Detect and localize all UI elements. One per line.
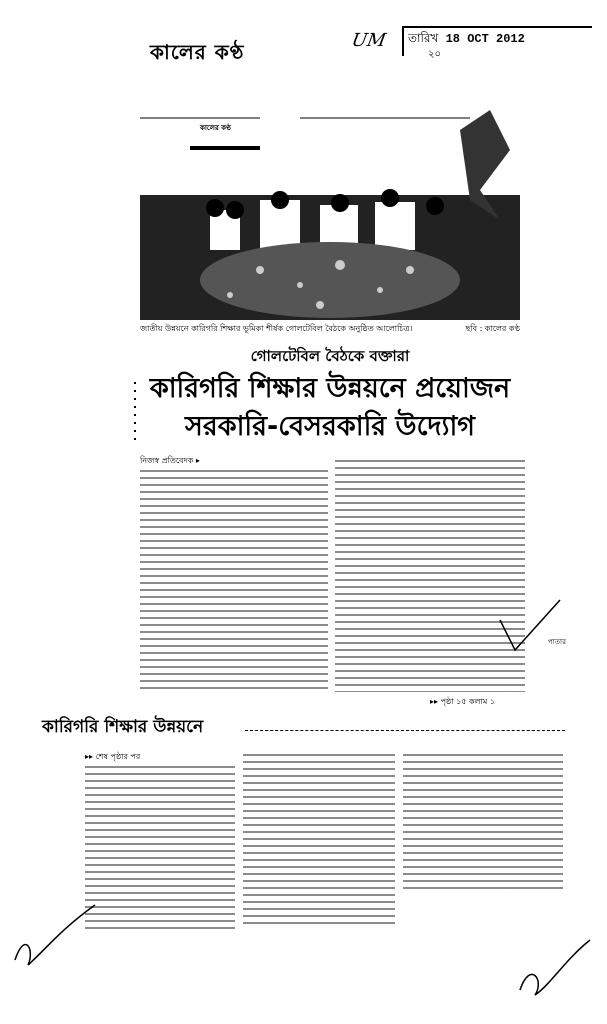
photo-caption-row [140,324,520,334]
headline-line-1: কারিগরি শিক্ষার উন্নয়নে প্রয়োজন [149,373,511,404]
continuation-column-3 [403,752,563,892]
signature-left [15,905,95,965]
continuation-headline: কারিগরি শিক্ষার উন্নয়নে [42,717,204,737]
date-stamp [402,26,592,61]
photo-credit: ছবি : কালের কণ্ঠ [465,324,520,333]
continuation-column-2 [243,752,395,929]
article-kicker: গোলটেবিল বৈঠকে বক্তারা [250,347,410,365]
article-headline [110,370,550,446]
stamp-date: 18 OCT 2012 [445,32,525,46]
handwritten-initials: UM [350,30,388,51]
photo-banner-text: কালের কণ্ঠ [200,124,231,132]
headline-line-2: সরকারি-বেসরকারি উদ্যোগ [185,411,475,442]
stamp-date-label: তারিখ [408,32,439,46]
signature-right [520,940,590,995]
article-column-2 [335,458,525,692]
photo-caption: জাতীয় উন্নয়নে কারিগরি শিক্ষার ভূমিকা শীর্ষক গোলটেবিল বৈঠকে অনুষ্ঠিত আলোচিত্র। [140,324,413,333]
article-jump-line: ▸▸ পৃষ্ঠা ১৫ কলাম ১ [430,697,496,706]
side-label: পাতার [548,638,566,646]
article-byline: নিজস্ব প্রতিবেদক ▸ [140,456,200,465]
newspaper-masthead: কালের কণ্ঠ [150,40,245,64]
continuation-from-label: ▸▸ শেষ পৃষ্ঠার পর [85,752,141,761]
article-column-1 [140,468,328,692]
news-photo [140,110,520,320]
continuation-rule [245,730,565,731]
continuation-column-1 [85,764,235,929]
stamp-handwritten-note: ২০ [428,50,442,61]
